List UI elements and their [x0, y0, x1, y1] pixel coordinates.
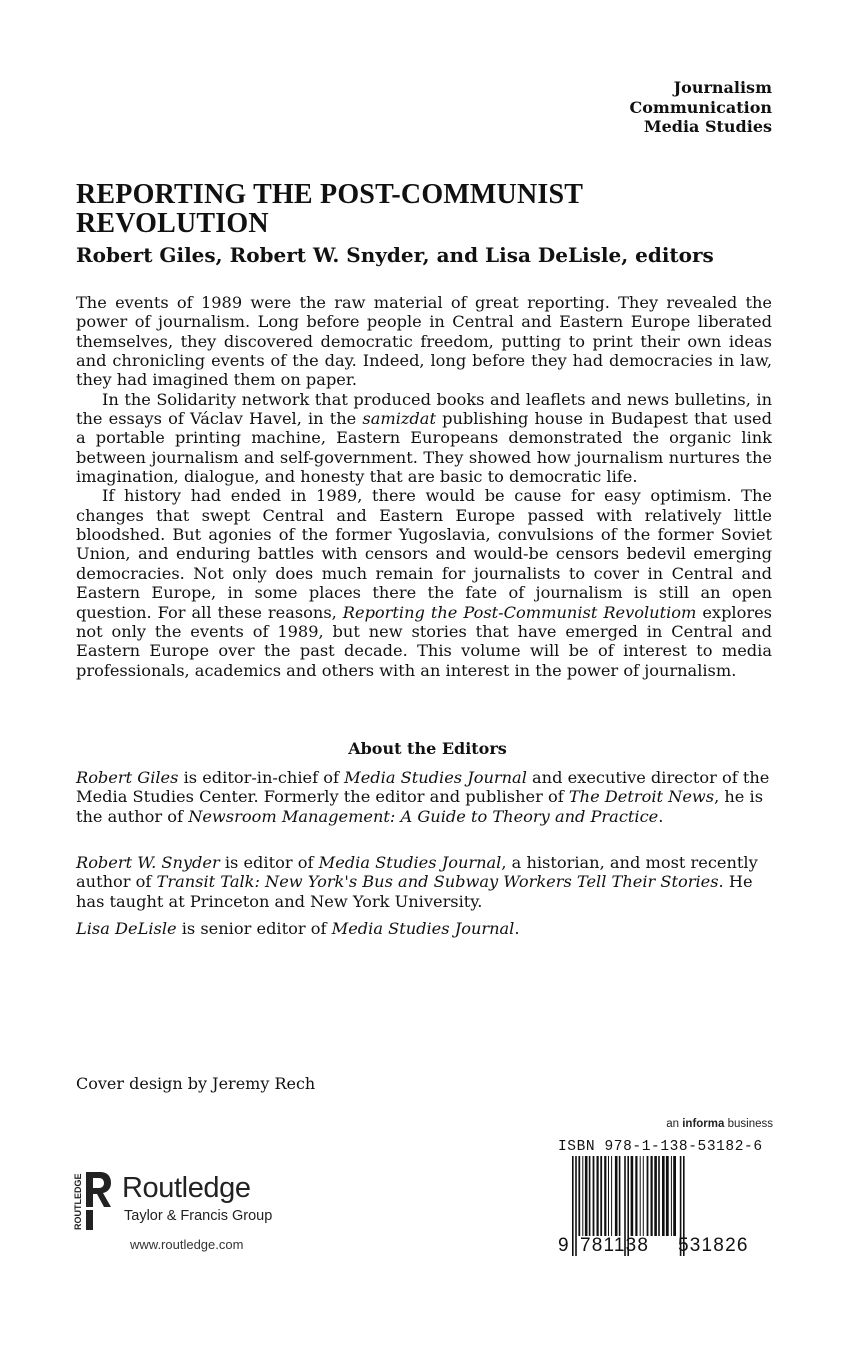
barcode-bar — [647, 1156, 649, 1236]
barcode-guard — [575, 1156, 577, 1256]
blurb-paragraph-1: The events of 1989 were the raw material of great reporting. They revealed the power of journalism. Long before people in Central and Eastern Europe liberated themselves, they discovered democratic freedom, putting to print their own ideas and chronicling events of the day. Indeed, long before they had democracies in law, they had imagined them on paper. — [76, 293, 772, 390]
subject-journalism: Journalism — [673, 78, 772, 97]
barcode-bar — [593, 1156, 595, 1236]
barcode-bar — [640, 1156, 641, 1236]
barcode-bar — [582, 1156, 583, 1236]
barcode-bar — [673, 1156, 676, 1236]
barcode-bar — [589, 1156, 591, 1236]
barcode-bar — [662, 1156, 665, 1236]
barcode-bar — [654, 1156, 657, 1236]
barcode-bar — [651, 1156, 653, 1236]
barcode-bar — [666, 1156, 669, 1236]
barcode-bar — [600, 1156, 602, 1236]
barcode-bar — [643, 1156, 644, 1236]
subject-categories — [630, 78, 773, 137]
book-editors: Robert Giles, Robert W. Snyder, and Lisa DeLisle, editors — [76, 243, 714, 267]
routledge-emblem-icon — [72, 1170, 112, 1232]
subject-communication: Communication — [629, 97, 772, 117]
book-title: REPORTING THE POST-COMMUNIST REVOLUTION — [76, 179, 583, 239]
publisher-name: Routledge — [122, 1172, 251, 1204]
publisher-url: www.routledge.com — [130, 1237, 244, 1252]
barcode-bar — [671, 1156, 672, 1236]
samizdat-term: samizdat — [362, 409, 436, 429]
barcode-bar — [597, 1156, 599, 1236]
publisher-group: Taylor & Francis Group — [124, 1208, 273, 1224]
barcode-bar — [611, 1156, 612, 1236]
blurb-paragraph-3: If history had ended in 1989, there would be cause for easy optimism. The changes that swept Central and Eastern Europe passed with relatively little bloodshed. But agonies of the former Yugoslavia, convulsions of the former Soviet Union, and enduring battles with censors and would-be censors bedevil emerging democracies. Not only does much remain for journalists to cover in Central and Eastern Europe, in some places there the fate of journalism is still an open question. For all these reasons, Reporting the Post-Communist Revolutiom explores not only the events of 1989, but new stories that have emerged in Central and Eastern Europe over the past decade. This volume will be of interest to media professionals, academics and others with an interest in the power of journalism. — [76, 486, 772, 680]
bio-robert-giles: Robert Giles is editor-in-chief of Media Studies Journal and executive director of the Media Studies Center. Formerly the editor and publisher of The Detroit News, he is the author of Newsroom Management: A Guide to Theory and Practice. — [76, 768, 770, 826]
informa-tagline: an informa business — [666, 1118, 773, 1130]
isbn-label: ISBN 978-1-138-53182-6 — [558, 1139, 763, 1155]
blurb — [76, 293, 772, 680]
book-title-inline: Reporting the Post-Communist Revolutiom — [342, 602, 697, 622]
bio-lisa-delisle: Lisa DeLisle is senior editor of Media Studies Journal. — [76, 919, 520, 938]
barcode-bar — [658, 1156, 660, 1236]
barcode-bar — [619, 1156, 621, 1236]
blurb-paragraph-2: In the Solidarity network that produced books and leaflets and news bulletins, in the essays of Václav Havel, in the samizdat publishing house in Budapest that used a portable printing machine, Eastern Europeans demonstrated the organic link between journalism and self-government. They showed how journalism nurtures the imagination, dialogue, and honesty that are basic to democratic life. — [76, 389, 773, 487]
about-editors-heading: About the Editors — [348, 739, 507, 758]
barcode-bar — [585, 1156, 588, 1236]
barcode-bar — [608, 1156, 609, 1236]
barcode-guard — [572, 1156, 574, 1256]
barcode-bar — [615, 1156, 618, 1236]
barcode-bar — [635, 1156, 637, 1236]
bio-robert-snyder: Robert W. Snyder is editor of Media Studies Journal, a historian, and most recently author of Transit Talk: New York's Bus and Subway Workers Tell Their Stories. He has taught at Princeton and New York University. — [76, 853, 758, 911]
barcode-bar — [631, 1156, 634, 1236]
subject-media-studies: Media Studies — [643, 117, 772, 136]
cover-design-credit: Cover design by Jeremy Rech — [76, 1074, 316, 1093]
barcode-bar — [604, 1156, 606, 1236]
barcode-bar — [578, 1156, 580, 1236]
routledge-vertical-mark: ROUTLEDGE — [73, 1173, 83, 1230]
